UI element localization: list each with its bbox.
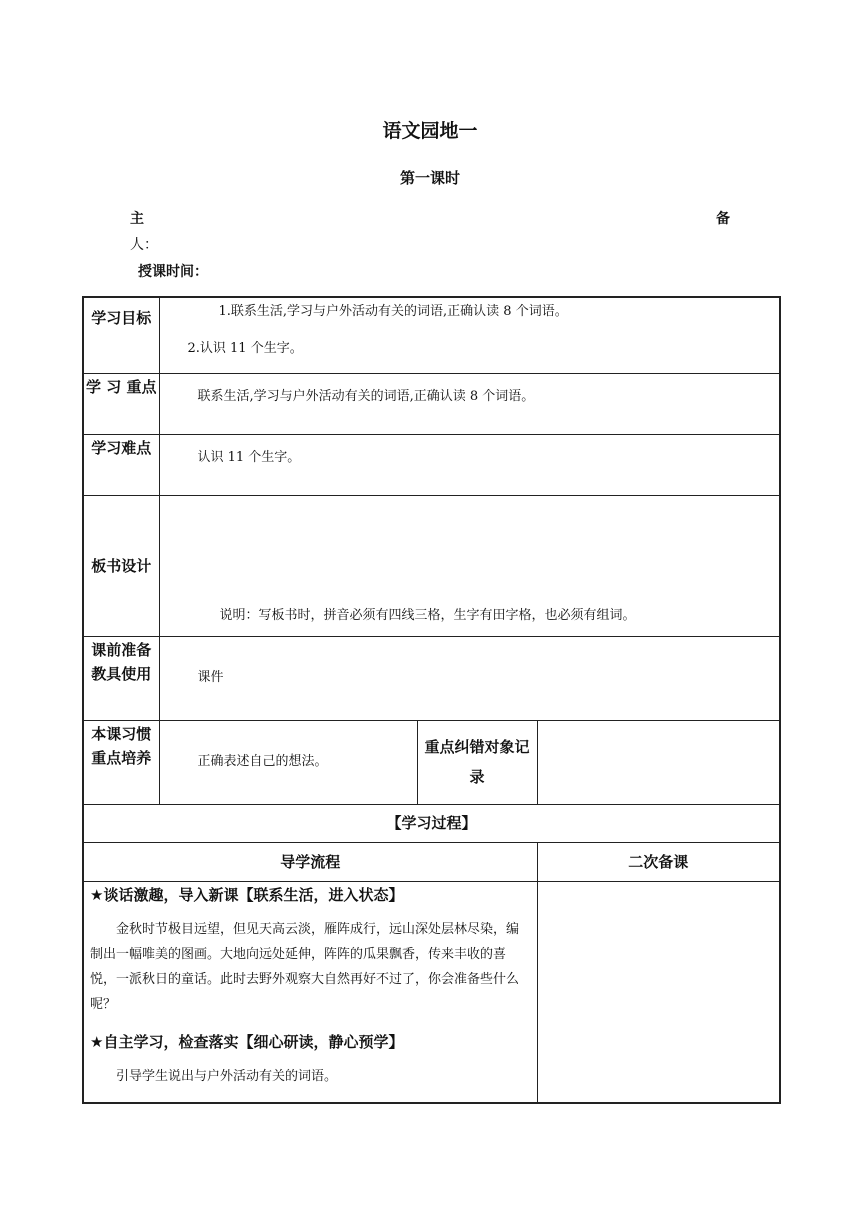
difficulty-point: 认识 11 个生字。 <box>159 434 780 495</box>
goal-item-2: 2.认识 11 个生字。 <box>187 341 303 356</box>
correction-label: 重点纠错对象记录 <box>417 720 537 804</box>
process-header-row <box>83 804 780 842</box>
habit-row <box>83 720 780 804</box>
prep-tools-row <box>83 636 780 720</box>
flow-header-row <box>83 842 780 881</box>
goals-cell <box>159 297 780 373</box>
prep-tools-label: 课前准备教具使用 <box>83 636 159 720</box>
goals-label: 学习目标 <box>83 297 159 373</box>
second-prep-header: 二次备课 <box>537 842 780 881</box>
key-label: 学 习 重点 <box>83 373 159 434</box>
difficulty-row <box>83 434 780 495</box>
board-row <box>83 495 780 636</box>
key-row <box>83 373 780 434</box>
preparer-label-cont: 人： <box>130 237 158 253</box>
process-header: 【学习过程】 <box>83 804 780 842</box>
flow-content-row <box>83 881 780 1103</box>
habit-text: 正确表述自己的想法。 <box>159 720 417 804</box>
class-time-label: 授课时间： <box>138 264 208 280</box>
goal-item-1: 1.联系生活,学习与户外活动有关的词语,正确认读 8 个词语。 <box>218 304 568 319</box>
preparer-label: 主 <box>130 211 144 227</box>
page-title: 语文园地一 <box>382 120 478 142</box>
prep-label: 备 <box>716 211 730 227</box>
section1-title: ★谈话激趣，导入新课【联系生活，进入状态】 <box>90 885 404 904</box>
flow-content <box>83 881 537 1103</box>
second-prep-notes <box>537 881 780 1103</box>
flow-header: 导学流程 <box>83 842 537 881</box>
board-label: 板书设计 <box>83 495 159 636</box>
section2-text: 引导学生说出与户外活动有关的词语。 <box>116 1068 338 1084</box>
goals-row <box>83 297 780 373</box>
board-note: 说明：写板书时，拼音必须有四线三格，生字有田字格，也必须有组词。 <box>159 495 780 636</box>
habit-label: 本课习惯重点培养 <box>83 720 159 804</box>
correction-record <box>537 720 780 804</box>
lesson-plan-table <box>82 296 781 1104</box>
section1-text: 金秋时节极目远望，但见天高云淡，雁阵成行，远山深处层林尽染，编制出一幅唯美的图画。大地向远处延伸，阵阵的瓜果飘香，传来丰收的喜悦，一派秋日的童话。此时去野外观察大自然再好不过了，你会准备些什么呢？ <box>90 921 520 1012</box>
key-point: 联系生活,学习与户外活动有关的词语,正确认读 8 个词语。 <box>159 373 780 434</box>
lesson-subtitle: 第一课时 <box>399 169 460 187</box>
prep-tools: 课件 <box>159 636 780 720</box>
section2-title: ★自主学习，检查落实【细心研读，静心预学】 <box>90 1032 404 1051</box>
difficulty-label: 学习难点 <box>83 434 159 495</box>
